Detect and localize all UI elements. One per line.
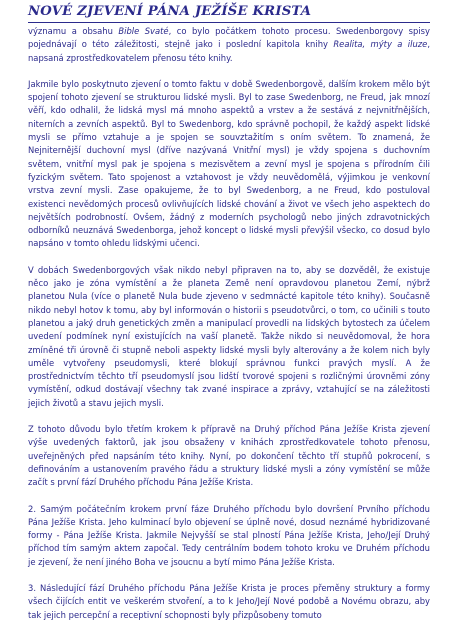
body-paragraph [28,25,430,65]
body-paragraph [28,503,430,569]
paragraph-text: 3. Následující fází Druhého příchodu Pána Ježíše Krista je proces přeměny struktury a formy všech čijících entit ve veškerém stvoření, a to k Jeho/Její Nové podobě a Novému obrazu, aby tak jejich percepční a receptivní schopnosti byly přizpůsobeny tomuto [28,582,430,620]
body-paragraph [28,264,430,410]
italic-title-text: Realita, mýty a iluze [333,39,428,50]
paragraph-text: Z tohoto důvodu bylo třetím krokem k přípravě na Druhý příchod Pána Ježíše Krista zjevení výše uvedených faktorů, jak jsou obsaženy v knihách zprostředkovatele tohoto přenosu, uveřejněných před napsáním této knihy. Nyní, po dokončení těchto tří stupňů pokrocení, s definováním a ustanovením pravého řádu a struktury lidské mysli a zóny vymístění se může začít s první fází Druhého příchodu Pána Ježíše Krista. [28,424,430,488]
paragraph-text: významu a obsahu [28,26,119,36]
paragraph-text: Jakmile bylo poskytnuto zjevení o tomto faktu v době Swedenborgově, dalším krokem mělo být spojení tohoto zjevení se strukturou lidské mysli. Byl to zase Swedenborg, ne Freud, jak mnozí věří, kdo odhalil, že lidská mysl má mnoho aspektů a vrstev a že sestává z nejvnitřnějších, niterních a zevních aspektů. Byl to Swedenborg, kdo správně pochopil, že každý aspekt lidské mysli se přímo vztahuje a je spojen se souvztažitím s oním světem. To znamená, že Nejniternější duchovní mysl (dříve nazývaná Vnitřní mysl) je vždy spojena s duchovním světem, vnitřní mysl pak je spojena s mezisvětem a zevní mysl je spojena s přírodním čili fyzickým světem. Tato spojenost a vztahovost je vždy neuvědomělá, výjimkou je venkovní vrstva zevní mysli. Zase opakujeme, že to byl Swedenborg, a ne Freud, kdo postuloval existenci nevědomých procesů ovlivňujících lidské chování a život ve všech jeho aspektech do největších podrobností. Ovšem, žádný z moderních psychologů nebo jiných zdravotnických odborníků neuznává Swedenborga, jehož koncept o lidské mysli převýšil všecko, co dosud bylo napsáno v tomto ohledu lidskými učenci. [28,78,430,249]
italic-title-text: Bible Svaté [118,26,169,36]
paragraph-text: 2. Samým počátečním krokem první fáze Druhého příchodu bylo dovršení Prvního příchodu Pána Ježíše Krista. Jeho kulminací bylo objevení se úplně nové, dosud neznámé hybridizované formy - Pána Ježíše Krista. Jakmile Nejvyšší se stal plností Pána Ježíše Krista, Jeho/Její Druhý příchod tím samým aktem započal. Tedy centrálním bodem tohoto kroku ve Druhém příchodu je zjevení, že není jiného Boha ve jsoucnu a bytí mimo Pána Ježíše Krista. [28,503,430,567]
paragraph-text: V dobách Swedenborgových však nikdo nebyl připraven na to, aby se dozvěděl, že existuje něco jako je zóna vymístění a že planeta Země není opravdovou planetou Zemí, nýbrž planetou Nula (více o planetě Nula bude zjeveno v sedmnácté kapitole této knihy). Současně nikdo nebyl hotov k tomu, aby byl informován o historii s pseudotvůrci, o tom, co učinili s touto planetou a jaký druh genetických změn a manipulací provedli na lidských bytostech za účelem uvedení podmínek nyní existujících na vaší planetě. Takže nikdo si neuvědomoval, že hora zmíněné tři úrovně či stupně neboli aspekty lidské mysli byly alterovány a že kolem nich byly uměle vytvořeny pseudomysli, které blokují správnou funkci pravých myslí. A že prostřednictvím těchto tří pseudomyslí jsou lidští tvorové spojeni s rozličnými úrovněmi zóny vymístění, odkud dostávají všechny tak zvané inspirace a zprávy, vztahující se na záležitosti jejich životů a stavu jejich mysli. [28,264,430,408]
document-body [28,25,430,622]
body-paragraph [28,78,430,251]
page-header-title: NOVÉ ZJEVENÍ PÁNA JEŽÍŠE KRISTA [28,3,430,23]
paragraph-text: , co bylo počátkem tohoto procesu. Swedenborgovy spisy pojednávají o této záležitosti, stejně jako i poslední kapitola knihy [28,26,430,50]
body-paragraph [28,582,430,622]
body-paragraph [28,423,430,489]
paragraph-text: , napsaná zprostředkovatelem přenosu této knihy. [28,39,430,63]
